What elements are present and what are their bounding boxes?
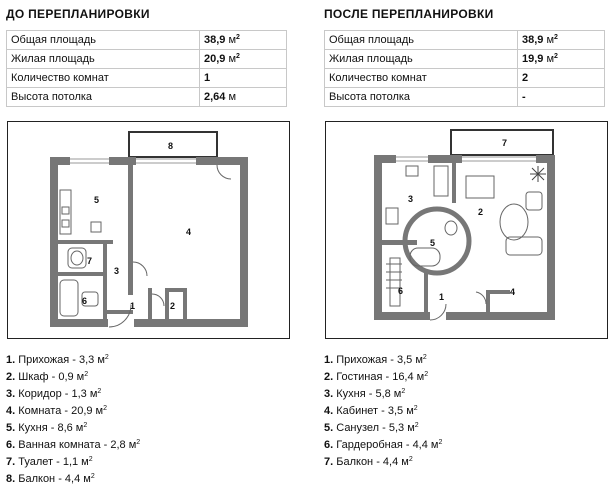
list-item: 2. Шкаф - 0,9 $м^2$ bbox=[6, 371, 89, 383]
room-label-5: 5 bbox=[430, 238, 436, 248]
after-section bbox=[324, 0, 616, 107]
table-row bbox=[325, 50, 605, 69]
list-item: 8. Балкон - 4,4 $м^2$ bbox=[6, 473, 95, 485]
plant-icon bbox=[530, 166, 546, 182]
fixtures bbox=[60, 190, 101, 316]
stat-value: 38,9 $м^2$ bbox=[200, 31, 287, 50]
list-item: 1. Прихожая - 3,3 $м^2$ bbox=[6, 354, 109, 366]
before-stats-table bbox=[6, 30, 287, 107]
after-floor-plan bbox=[325, 121, 608, 339]
list-item: 7. Туалет - 1,1 $м^2$ bbox=[6, 456, 93, 468]
table-row bbox=[7, 69, 287, 88]
before-legend bbox=[6, 352, 140, 488]
stat-label: Высота потолка bbox=[325, 88, 518, 107]
after-legend bbox=[324, 352, 442, 471]
room-label-7: 7 bbox=[502, 138, 508, 148]
table-row bbox=[325, 69, 605, 88]
stat-value: 38,9 $м^2$ bbox=[518, 31, 605, 50]
stat-value: 2,64 м bbox=[200, 88, 287, 107]
stat-label: Общая площадь bbox=[7, 31, 200, 50]
stat-value: 2 bbox=[518, 69, 605, 88]
room-label-4: 4 bbox=[186, 227, 192, 237]
before-section bbox=[6, 0, 298, 107]
list-item: 7. Балкон - 4,4 $м^2$ bbox=[324, 456, 413, 468]
room-label-2: 2 bbox=[170, 301, 176, 311]
list-item: 3. Коридор - 1,3 $м^2$ bbox=[6, 388, 102, 400]
room-label-1: 1 bbox=[439, 292, 445, 302]
before-title: ДО ПЕРЕПЛАНИРОВКИ bbox=[6, 7, 150, 21]
inner-walls bbox=[58, 165, 187, 319]
table-row bbox=[7, 50, 287, 69]
room-label-5: 5 bbox=[94, 195, 100, 205]
list-item: 4. Кабинет - 3,5 $м^2$ bbox=[324, 405, 418, 417]
before-floor-plan bbox=[7, 121, 290, 339]
table-row bbox=[325, 88, 605, 107]
stat-value: - bbox=[518, 88, 605, 107]
after-stats-table bbox=[324, 30, 605, 107]
list-item: 2. Гостиная - 16,4 $м^2$ bbox=[324, 371, 429, 383]
room-label-4: 4 bbox=[510, 287, 516, 297]
table-row bbox=[325, 31, 605, 50]
stat-label: Жилая площадь bbox=[7, 50, 200, 69]
room-label-1: 1 bbox=[130, 301, 136, 311]
list-item: 1. Прихожая - 3,5 $м^2$ bbox=[324, 354, 427, 366]
room-label-2: 2 bbox=[478, 207, 484, 217]
room-label-8: 8 bbox=[168, 141, 174, 151]
table-row bbox=[7, 31, 287, 50]
list-item: 3. Кухня - 5,8 $м^2$ bbox=[324, 388, 406, 400]
list-item: 6. Гардеробная - 4,4 $м^2$ bbox=[324, 439, 443, 451]
list-item: 4. Комната - 20,9 $м^2$ bbox=[6, 405, 108, 417]
list-item: 5. Санузел - 5,3 $м^2$ bbox=[324, 422, 419, 434]
stat-label: Количество комнат bbox=[7, 69, 200, 88]
room-label-3: 3 bbox=[114, 266, 120, 276]
windows bbox=[396, 157, 536, 161]
table-row bbox=[7, 88, 287, 107]
room-label-3: 3 bbox=[408, 194, 414, 204]
after-title: ПОСЛЕ ПЕРЕПЛАНИРОВКИ bbox=[324, 7, 494, 21]
room-label-6: 6 bbox=[398, 286, 404, 296]
stat-value: 19,9 $м^2$ bbox=[518, 50, 605, 69]
room-label-6: 6 bbox=[82, 296, 88, 306]
stat-label: Общая площадь bbox=[325, 31, 518, 50]
before-plan-svg bbox=[8, 122, 289, 338]
list-item: 6. Ванная комната - 2,8 $м^2$ bbox=[6, 439, 141, 451]
list-item: 5. Кухня - 8,6 $м^2$ bbox=[6, 422, 88, 434]
stat-label: Количество комнат bbox=[325, 69, 518, 88]
stat-label: Высота потолка bbox=[7, 88, 200, 107]
stat-value: 1 bbox=[200, 69, 287, 88]
stat-value: 20,9 $м^2$ bbox=[200, 50, 287, 69]
stat-label: Жилая площадь bbox=[325, 50, 518, 69]
room-label-7: 7 bbox=[87, 256, 93, 266]
after-plan-svg bbox=[326, 122, 607, 338]
